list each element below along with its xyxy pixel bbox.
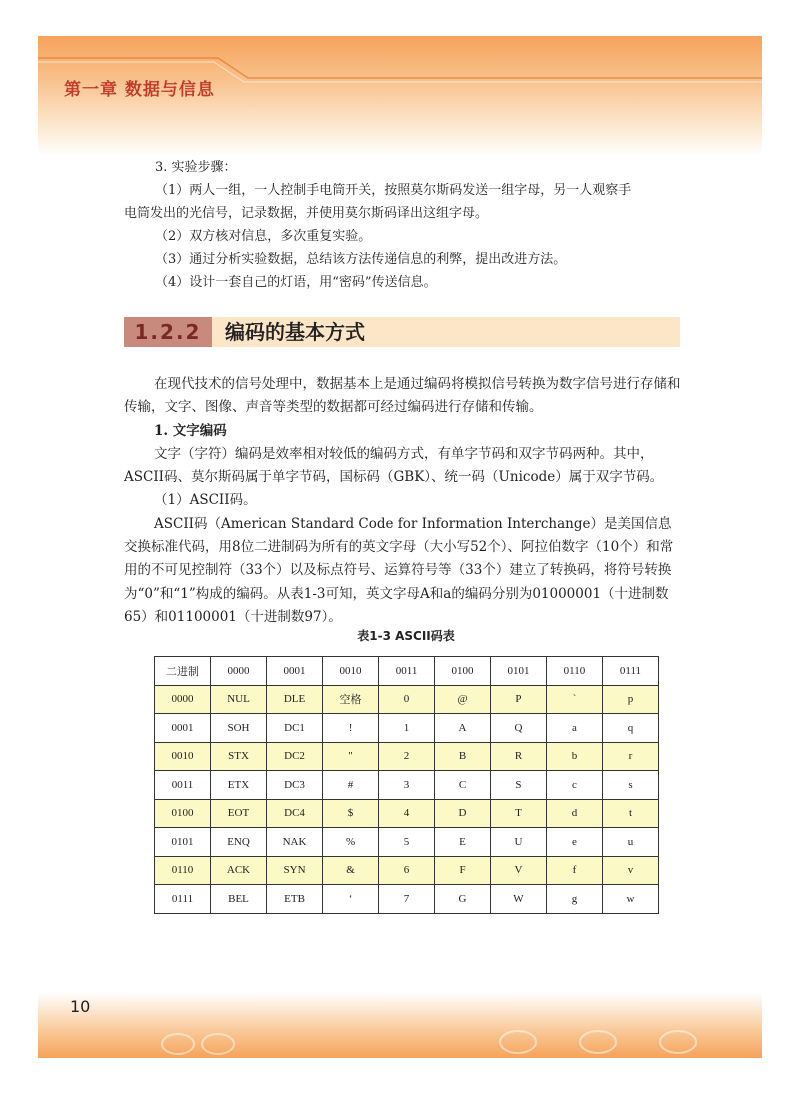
table-cell: ": [323, 742, 379, 771]
table-cell: !: [323, 714, 379, 743]
table-cell: e: [546, 828, 602, 857]
table-cell: d: [546, 799, 602, 828]
table-cell: v: [602, 856, 658, 885]
paragraph: 在现代技术的信号处理中，数据基本上是通过编码将模拟信号转换为数字信号进行存储和传输，文字、图像、声音等类型的数据都可经过编码进行存储和传输。: [124, 376, 681, 416]
table-cell: q: [602, 714, 658, 743]
table-cell: R: [491, 742, 547, 771]
table-cell: ‘: [323, 885, 379, 914]
table-cell: 7: [379, 885, 435, 914]
table-cell: p: [602, 685, 658, 714]
table-cell: 0101: [155, 828, 211, 857]
table-cell: DC1: [267, 714, 323, 743]
paragraph: 文字（字符）编码是效率相对较低的编码方式，有单字节码和双字节码两种。其中，ASCII码、莫尔斯码属于单字节码，国标码（GBK）、统一码（Unicode）属于双字节码。: [124, 445, 664, 486]
header-cell: 0100: [435, 657, 491, 686]
section-number: 1.2.2: [124, 317, 212, 347]
table-cell: STX: [210, 742, 266, 771]
table-cell: G: [435, 885, 491, 914]
table-cell: @: [435, 685, 491, 714]
table-cell: ACK: [210, 856, 266, 885]
steps-heading: 3. 实验步骤：: [155, 160, 237, 175]
table-cell: D: [435, 799, 491, 828]
header-cell: 0000: [210, 657, 266, 686]
table-cell: Q: [491, 714, 547, 743]
table-cell: SYN: [267, 856, 323, 885]
table-cell: r: [602, 742, 658, 771]
chapter-title: 第一章 数据与信息: [64, 80, 215, 100]
table-cell: 0111: [155, 885, 211, 914]
step-item-continued: 电筒发出的光信号，记录数据，并使用莫尔斯码译出这组字母。: [124, 206, 489, 221]
experiment-steps: [124, 156, 684, 294]
table-cell: E: [435, 828, 491, 857]
table-cell: f: [546, 856, 602, 885]
table-cell: C: [435, 771, 491, 800]
table-row: [155, 885, 659, 914]
table-cell: NUL: [210, 685, 266, 714]
table-cell: U: [491, 828, 547, 857]
subheading: 1. 文字编码: [154, 422, 227, 439]
table-caption: 表1-3 ASCII码表: [357, 629, 455, 643]
header-cell: 0111: [602, 657, 658, 686]
table-cell: 0000: [155, 685, 211, 714]
table-cell: BEL: [210, 885, 266, 914]
table-cell: W: [491, 885, 547, 914]
table-cell: 0: [379, 685, 435, 714]
table-cell: SOH: [210, 714, 266, 743]
table-cell: $: [323, 799, 379, 828]
table-cell: ENQ: [210, 828, 266, 857]
table-cell: ETX: [210, 771, 266, 800]
header-cell: 0001: [267, 657, 323, 686]
table-cell: F: [435, 856, 491, 885]
table-cell: %: [323, 828, 379, 857]
table-row: [155, 856, 659, 885]
table-cell: B: [435, 742, 491, 771]
table-cell: w: [602, 885, 658, 914]
paragraph: （1）ASCII码。: [154, 492, 257, 509]
step-item: （4）设计一套自己的灯语，用“密码”传送信息。: [155, 275, 437, 290]
table-cell: 0110: [155, 856, 211, 885]
page-number: 10: [70, 997, 91, 1016]
table-cell: 5: [379, 828, 435, 857]
table-cell: 0010: [155, 742, 211, 771]
section-title: 编码的基本方式: [225, 320, 365, 344]
table-cell: NAK: [267, 828, 323, 857]
footer-decoration: [38, 992, 762, 1058]
table-cell: &: [323, 856, 379, 885]
table-cell: T: [491, 799, 547, 828]
table-cell: s: [602, 771, 658, 800]
table-cell: S: [491, 771, 547, 800]
table-cell: DLE: [267, 685, 323, 714]
table-cell: t: [602, 799, 658, 828]
table-cell: EOT: [210, 799, 266, 828]
table-row: [155, 714, 659, 743]
table-cell: 6: [379, 856, 435, 885]
table-cell: 4: [379, 799, 435, 828]
table-cell: DC3: [267, 771, 323, 800]
table-row: [155, 799, 659, 828]
table-cell: #: [323, 771, 379, 800]
step-item: （3）通过分析实验数据，总结该方法传递信息的利弊，提出改进方法。: [155, 252, 567, 267]
table-row: [155, 685, 659, 714]
table-cell: A: [435, 714, 491, 743]
table-cell: 1: [379, 714, 435, 743]
table-cell: DC4: [267, 799, 323, 828]
table-cell: 空格: [323, 685, 379, 714]
table-cell: u: [602, 828, 658, 857]
table-row: [155, 742, 659, 771]
step-item: （2）双方核对信息，多次重复实验。: [155, 229, 372, 244]
table-cell: V: [491, 856, 547, 885]
table-cell: 0100: [155, 799, 211, 828]
table-cell: 2: [379, 742, 435, 771]
table-cell: 0001: [155, 714, 211, 743]
table-cell: a: [546, 714, 602, 743]
table-cell: P: [491, 685, 547, 714]
step-item: （1）两人一组，一人控制手电筒开关，按照莫尔斯码发送一组字母，另一人观察手: [155, 183, 632, 198]
ascii-table: [154, 656, 659, 914]
table-header-row: [155, 657, 659, 686]
table-cell: g: [546, 885, 602, 914]
table-row: [155, 771, 659, 800]
table-cell: 3: [379, 771, 435, 800]
paragraph: ASCII码（American Standard Code for Information Interchange）是美国信息交换标准代码，用8位二进制码为所有的英文字母（大小写52个）、阿拉伯数字（10个）和常用的不可见控制符（33个）以及标点符号、运算符号等（33个）建立了转换码，将符号转换为“0”和“1”构成的编码。从表1-3可知，英文字母A和a的编码分别为01000001（十进制数65）和01100001（十进制数97）。: [124, 515, 674, 625]
table-cell: c: [546, 771, 602, 800]
table-cell: DC2: [267, 742, 323, 771]
table-cell: b: [546, 742, 602, 771]
header-cell: 0011: [379, 657, 435, 686]
table-cell: `: [546, 685, 602, 714]
header-cell: 0101: [491, 657, 547, 686]
body-text: [124, 373, 684, 629]
header-cell: 二进制: [155, 657, 211, 686]
table-cell: ETB: [267, 885, 323, 914]
header-cell: 0010: [323, 657, 379, 686]
header-cell: 0110: [546, 657, 602, 686]
table-cell: 0011: [155, 771, 211, 800]
table-row: [155, 828, 659, 857]
